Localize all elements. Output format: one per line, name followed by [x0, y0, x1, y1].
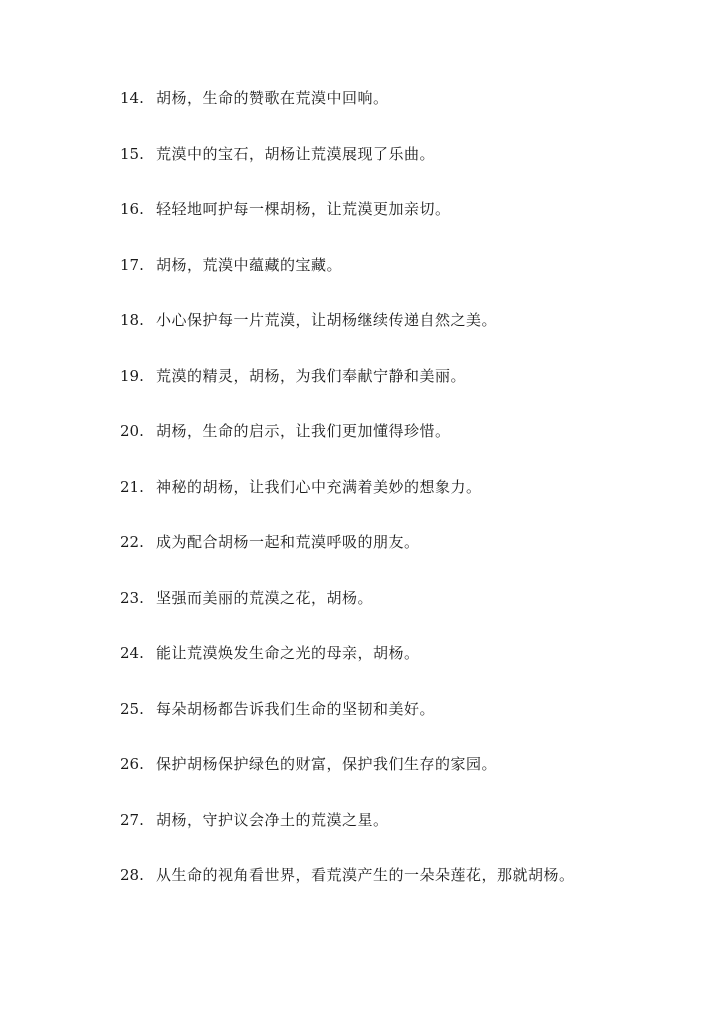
item-text: 每朵胡杨都告诉我们生命的坚韧和美好。	[156, 699, 436, 718]
item-text: 胡杨，生命的启示，让我们更加懂得珍惜。	[156, 422, 451, 440]
item-number: 23.	[120, 588, 144, 607]
item-number: 15.	[120, 144, 144, 163]
list-item	[120, 530, 680, 586]
item-text: 成为配合胡杨一起和荒漠呼吸的朋友。	[156, 533, 420, 551]
item-number: 25.	[120, 699, 144, 718]
list-item	[120, 697, 680, 753]
item-number: 14.	[120, 89, 144, 107]
item-text: 从生命的视角看世界，看荒漠产生的一朵朵莲花，那就胡杨。	[156, 866, 575, 884]
list-item	[120, 308, 680, 364]
item-number: 28.	[120, 866, 144, 884]
list-item	[120, 586, 680, 642]
item-number: 27.	[120, 810, 144, 829]
item-text: 保护胡杨保护绿色的财富，保护我们生存的家园。	[156, 755, 498, 773]
item-text: 神秘的胡杨，让我们心中充满着美妙的想象力。	[156, 477, 482, 496]
item-text: 胡杨，生命的赞歌在荒漠中回响。	[156, 89, 389, 107]
list-item	[120, 364, 680, 420]
item-text: 荒漠中的宝石，胡杨让荒漠展现了乐曲。	[156, 144, 436, 163]
item-text: 能让荒漠焕发生命之光的母亲，胡杨。	[156, 644, 420, 662]
item-number: 17.	[120, 255, 144, 274]
item-text: 小心保护每一片荒漠，让胡杨继续传递自然之美。	[156, 311, 498, 329]
item-number: 26.	[120, 755, 144, 773]
item-text: 荒漠的精灵，胡杨，为我们奉献宁静和美丽。	[156, 366, 467, 385]
list-item	[120, 197, 680, 253]
item-text: 坚强而美丽的荒漠之花，胡杨。	[156, 588, 374, 607]
item-number: 19.	[120, 366, 144, 385]
item-number: 21.	[120, 477, 144, 496]
list-item	[120, 142, 680, 198]
item-text: 胡杨，荒漠中蕴藏的宝藏。	[156, 255, 343, 274]
item-number: 22.	[120, 533, 144, 551]
list-item	[120, 863, 680, 919]
list-item	[120, 86, 680, 142]
list-item	[120, 752, 680, 808]
item-text: 轻轻地呵护每一棵胡杨，让荒漠更加亲切。	[156, 200, 451, 218]
list-item	[120, 475, 680, 531]
item-number: 18.	[120, 311, 144, 329]
list-item	[120, 641, 680, 697]
item-number: 16.	[120, 200, 144, 218]
item-number: 20.	[120, 422, 144, 440]
numbered-list	[120, 86, 680, 919]
item-number: 24.	[120, 644, 144, 662]
list-item	[120, 253, 680, 309]
item-text: 胡杨，守护议会净土的荒漠之星。	[156, 810, 389, 829]
list-item	[120, 419, 680, 475]
list-item	[120, 808, 680, 864]
